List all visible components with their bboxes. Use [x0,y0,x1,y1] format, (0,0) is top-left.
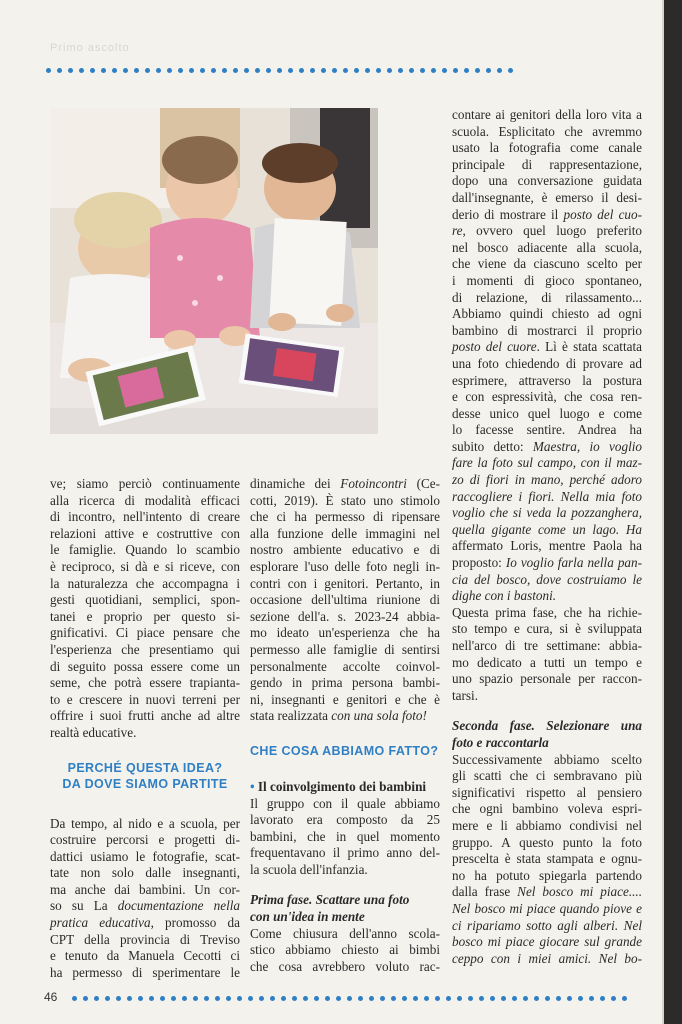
top-dotted-rule [46,68,513,73]
text-fragment: proposto: [452,555,506,571]
text-line: gesti quotidiani, semplici, spon- [50,592,240,608]
text-line: esprimere, attraverso la postura [452,372,642,388]
text-fragment: so su La [50,898,118,914]
subheading-seconda-fase [452,718,642,751]
dot-ornament [310,68,315,73]
dot-ornament [79,68,84,73]
dot-ornament [611,996,616,1001]
text-line [452,918,642,935]
italic-quote: ceppo con i miei amici. Nel bo- [452,950,642,966]
italic-quote: fare la foto sul campo, con il maz- [452,455,642,471]
dot-ornament [501,996,506,1001]
text-line: principale di rappresentazione, [452,156,642,172]
text-line: Come chiusura dell'anno scola- [250,925,440,941]
dot-ornament [299,68,304,73]
dot-ornament [398,68,403,73]
text-line: e tenuto da Manuela Cecotti ci [50,948,240,964]
dot-ornament [446,996,451,1001]
italic-title: Fotoincontri [340,476,407,491]
dot-ornament [156,68,161,73]
text-line: è reciproco, si dà e si riceve, con [50,558,240,574]
text-fragment: derio di mostrare il [452,206,564,222]
bullet-title [250,779,440,796]
italic-phrase: con una sola foto! [331,708,427,724]
dot-ornament [145,68,150,73]
italic-quote: Nel bosco mi piace.... [517,884,643,900]
dot-ornament [167,68,172,73]
text-line: lavorato era composto da 25 [250,812,440,828]
text-line: di incontro, nell'intento di creare [50,509,240,525]
text-line: che cosa avrebbero voluto rac- [250,958,440,974]
text-line: gendo in prima persona bambi- [250,675,440,691]
text-fragment: stata realizzata [250,708,332,724]
text-line: dall'insegnante, è emerso il desi- [452,189,642,205]
text-line: ni, insegnanti e genitori e che è [250,691,440,707]
text-line: dopo una conversazione guidata [452,173,642,189]
children-photo-illustration [50,108,378,434]
text-line [452,951,642,968]
dot-ornament [134,68,139,73]
text-line [452,223,642,240]
text-line: tate non solo dalle insegnanti, [50,865,240,881]
text-line [452,339,642,356]
dot-ornament [244,68,249,73]
dot-ornament [424,996,429,1001]
text-line: esplorare l'uso delle foto negli in- [250,558,440,574]
text-line: mo ideato un'esperienza che ha [250,625,440,641]
dot-ornament [270,996,275,1001]
dot-ornament [343,68,348,73]
subheading-line: foto e raccontarla [452,734,549,750]
text-column-3 [452,107,642,967]
text-line: dattici usiamo le fotografie, scat- [50,848,240,864]
dot-ornament [233,68,238,73]
dot-ornament [468,996,473,1001]
text-line: mo dedicato a tutti un tempo e [452,654,642,670]
dot-ornament [72,996,77,1001]
dot-ornament [567,996,572,1001]
text-fragment: subito detto: [452,438,533,454]
italic-quote: cia del bosco, dove costruiamo le [452,571,642,587]
text-line [50,898,240,915]
italic-quote: Io voglio farla nella pan- [505,555,642,571]
text-line: i momenti di gioco spontaneo, [452,272,642,288]
dot-ornament [354,68,359,73]
text-line: ma anche dai bambini. Un cor- [50,881,240,897]
italic-phrase: posto del cuore [452,339,537,355]
dot-ornament [46,68,51,73]
text-line: realtà educative. [50,724,137,740]
italic-quote: ci ripariamo sotto agli alberi. Nel [452,917,642,933]
text-line: cotti, 2019). È stato uno stimolo [250,492,440,508]
dot-ornament [123,68,128,73]
children-photo [50,108,378,434]
dot-ornament [178,68,183,73]
dot-ornament [490,996,495,1001]
text-line: usato la fotografia come canale [452,140,642,156]
text-line: la scuola dell'infanzia. [250,861,368,877]
running-header: Primo ascolto [50,42,130,54]
dot-ornament [277,68,282,73]
text-line [452,901,642,918]
dot-ornament [288,68,293,73]
subheading-line: con un'idea in mente [250,909,365,925]
text-line: prescelta è stata stampata e ognu- [452,851,642,867]
text-line: no ha potuto spiegarla partendo [452,867,642,883]
text-fragment: (Ce- [406,476,440,491]
bullet-title-text: Il coinvolgimento dei bambini [257,778,427,794]
italic-quote: Maestra, io voglio [532,438,642,454]
dot-ornament [358,996,363,1001]
text-line: gruppo. A questo punto la foto [452,834,642,850]
dot-ornament [369,996,374,1001]
text-line: costruire percorsi e progetti di- [50,832,240,848]
text-line: to e crescere in nuovi terreni per [50,691,240,707]
dot-ornament [193,996,198,1001]
dot-ornament [332,68,337,73]
text-line: frequentavano il primo anno del- [250,845,440,861]
text-line: offrire i suoi frutti anche ad altre [50,708,240,724]
text-line: alla ricerca di modalità efficaci [50,492,240,508]
dot-ornament [457,996,462,1001]
dot-ornament [453,68,458,73]
text-line: seme, che potrà essere trapianta- [50,675,240,691]
text-line: l'esperienza che presentiamo qui [50,641,240,657]
text-line: contare ai genitori della loro vita a [452,107,642,122]
dot-ornament [248,996,253,1001]
dot-ornament [523,996,528,1001]
dot-ornament [387,68,392,73]
text-line: e con espressività, che cosa ren- [452,389,642,405]
dot-ornament [321,68,326,73]
text-line: significativi rispetto al pensiero [452,784,642,800]
paragraph [50,816,240,982]
text-line: sto tempo e cura, si è sviluppata [452,621,642,637]
dot-ornament [171,996,176,1001]
dot-ornament [149,996,154,1001]
text-line [250,708,440,725]
text-line [452,505,642,522]
page-number: 46 [44,990,58,1004]
dot-ornament [600,996,605,1001]
dot-ornament [508,68,513,73]
dot-ornament [292,996,297,1001]
dot-ornament [211,68,216,73]
italic-quote: raccogliere i fiori. Nella mia foto [452,488,642,504]
subheading-prima-fase [250,892,440,925]
text-line: che ogni bambino voleva espri- [452,801,642,817]
text-line: relazioni attive e costruttive con [50,525,240,541]
text-line: le famiglie. Quando lo scambio [50,542,240,558]
italic-title: documentazione nella [117,898,240,914]
italic-quote: quella gigante come un lago. [452,521,620,537]
dot-ornament [376,68,381,73]
text-line [452,934,642,951]
dot-ornament [259,996,264,1001]
text-line [452,522,642,539]
text-line: lo facesse sentire. Andrea ha [452,422,642,438]
subheading-line: Seconda fase. Selezionare una [452,718,642,734]
dot-ornament [556,996,561,1001]
dot-ornament [589,996,594,1001]
dot-ornament [347,996,352,1001]
dot-ornament [160,996,165,1001]
italic-quote: voglio che si veda la pozzanghera, [452,505,642,521]
dot-ornament [545,996,550,1001]
dot-ornament [431,68,436,73]
text-line: ve; siamo perciò continuamente [50,476,240,491]
text-line: di seguito possa essere come un [50,658,240,674]
dot-ornament [266,68,271,73]
dot-ornament [90,68,95,73]
text-line [452,207,642,224]
dot-ornament [380,996,385,1001]
text-line: gli scatti che ci sembravano più [452,768,642,784]
dot-ornament [622,996,627,1001]
bullet-icon: • [250,778,255,794]
text-line: bambini, che in quel momento [250,828,440,844]
text-column-1 [50,476,240,981]
text-line: Abbiamo quindi chiesto ad ogni [452,306,642,322]
text-line: uno spazio personale per raccon- [452,671,642,687]
heading-line: PERCHÉ QUESTA IDEA? [67,760,223,775]
dot-ornament [182,996,187,1001]
dot-ornament [237,996,242,1001]
text-line: mere e li abbiamo condivisi nel [452,817,642,833]
dot-ornament [127,996,132,1001]
dot-ornament [534,996,539,1001]
text-fragment: dalla frase [452,884,518,900]
text-line [452,572,642,589]
text-line: nostro ambiente educativo e di [250,542,440,558]
dot-ornament [105,996,110,1001]
dot-ornament [413,996,418,1001]
bottom-dotted-rule [72,996,627,1001]
text-line: Il gruppo con il quale abbiamo [250,795,440,811]
italic-quote: bosco mi piace giocare sul grande [452,934,642,950]
text-line: che viene da ciascuno scelto per [452,256,642,272]
text-fragment: dinamiche dei [250,476,341,491]
text-line: Da tempo, al nido e a scuola, per [50,815,240,831]
italic-phrase: posto del cuo- [563,206,643,222]
text-line: la naturalezza che accompagna i [50,575,240,591]
text-line [452,439,642,456]
dot-ornament [68,68,73,73]
dot-ornament [391,996,396,1001]
dot-ornament [94,996,99,1001]
text-line: una foto chiedendo di provare ad [452,355,642,371]
text-line: permesso alle famiglie di sentirsi [250,641,440,657]
text-column-2 [250,476,440,975]
text-line: affermato Loris, mentre Paola ha [452,538,642,554]
text-line: di relazione, di rilassamento... [452,289,642,305]
dot-ornament [138,996,143,1001]
text-line: nel bosco adiacente alla scuola, [452,239,642,255]
dot-ornament [226,996,231,1001]
dot-ornament [281,996,286,1001]
dot-ornament [442,68,447,73]
dot-ornament [464,68,469,73]
dot-ornament [57,68,62,73]
text-line: Questa prima fase, che ha richie- [452,604,642,620]
italic-quote: dighe con i bastoni. [452,588,557,604]
text-line [452,555,642,572]
text-line: stico abbiamo chiesto ai bimbi [250,942,440,958]
text-fragment: . Lì è stata scattata [536,339,642,355]
dot-ornament [365,68,370,73]
dot-ornament [325,996,330,1001]
dot-ornament [116,996,121,1001]
text-line: nell'arco di tre settimane: abbia- [452,638,642,653]
dot-ornament [314,996,319,1001]
dot-ornament [303,996,308,1001]
italic-quote: Ha [625,521,642,537]
dot-ornament [204,996,209,1001]
dot-ornament [336,996,341,1001]
text-line: personalmente accolte coinvol- [250,658,440,674]
text-line: desse unico quel luogo e come [452,405,642,421]
text-line [250,476,440,493]
text-line: Successivamente abbiamo scelto [452,751,642,767]
text-line [452,455,642,472]
dot-ornament [479,996,484,1001]
subheading-line: Prima fase. Scattare una foto [250,892,410,908]
text-line [452,489,642,506]
italic-quote: Nel bosco mi piace quando piove e [452,900,642,916]
dot-ornament [222,68,227,73]
text-line: che ci ha permesso di ripensare [250,509,440,525]
dot-ornament [475,68,480,73]
text-line: occasione dell'ultima riunione di [250,592,440,608]
section-heading-perche [50,760,240,792]
text-line: alla funzione delle immagini nel [250,525,440,541]
text-line: scuola. Esplicitato che avremmo [452,123,642,139]
text-line [452,472,642,489]
text-line [50,915,240,932]
text-line [452,588,642,605]
text-line: CPT della provincia di Treviso [50,931,240,947]
dot-ornament [512,996,517,1001]
text-fragment: , promosso da [150,915,240,931]
text-fragment: , ovvero quel luogo preferito [462,223,642,239]
dot-ornament [578,996,583,1001]
italic-title: pratica educativa [50,915,151,931]
text-line: contri con i genitori. Pertanto, in [250,575,440,591]
text-line: sezione dell'a. s. 2023-24 abbia- [250,608,440,624]
text-line: bambino di mostrarci il proprio [452,322,642,338]
dot-ornament [435,996,440,1001]
text-line: tarsi. [452,687,479,703]
heading-line: DA DOVE SIAMO PARTITE [62,776,228,791]
dot-ornament [255,68,260,73]
dot-ornament [420,68,425,73]
dot-ornament [189,68,194,73]
italic-quote: zo di fiori in mano, perché adoro [452,472,642,488]
text-line: gnificativi. Ci piace pensare che [50,625,240,641]
section-heading-cosa: CHE COSA ABBIAMO FATTO? [250,743,439,758]
dot-ornament [101,68,106,73]
text-line [452,884,642,901]
dot-ornament [497,68,502,73]
italic-phrase: re [452,223,463,239]
text-line: tanei e proprio per questo si- [50,608,240,624]
dot-ornament [200,68,205,73]
dot-ornament [112,68,117,73]
dot-ornament [486,68,491,73]
dot-ornament [215,996,220,1001]
dot-ornament [409,68,414,73]
dot-ornament [83,996,88,1001]
dot-ornament [402,996,407,1001]
text-line: ha permesso di sperimentare le [50,964,240,980]
